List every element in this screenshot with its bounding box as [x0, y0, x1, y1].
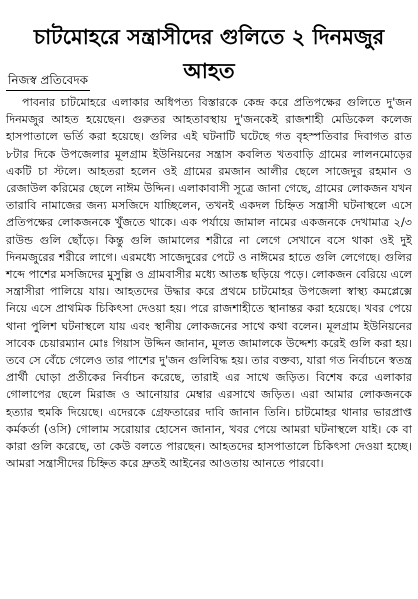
article-headline: চাটমোহরে সন্ত্রাসীদের গুলিতে ২ দিনমজুর আহত [33, 25, 385, 84]
byline-underline [6, 90, 90, 91]
article-byline: নিজস্ব প্রতিবেদক [8, 73, 89, 87]
article-body: পাবনার চাটমোহরে এলাকার অধিপত্য বিস্তারকে কেন্দ্র করে প্রতিপক্ষের গুলিতে দু'জন দিনমজুর আহত হয়েছেন। গুরুতর আহতাবস্থায় দু'জনকেই রাজশাহী মেডিকেল কলেজ হাসপাতালে ভর্তি করা হয়েছে। গুলির এই ঘটনাটি ঘটেছে গত বৃহস্পতিবার দিবাগত রাত ৮টার দিকে উপজেলার মূলগ্রাম ইউনিয়নের সন্ত্রাস কবলিত খতবাড়ি গ্রামের লালনমোড়ের একটি চা স্টলে। আহতরা হলেন ওই গ্রামের রমজান আলীর ছেলে সাজেদুর রহমান ও রেজাউল করিমের ছেলে নাঈম উদ্দিন। এলাকাবাসী সূত্রে জানা গেছে, গ্রামের লোকজন যখন তারাবি নামাজের জন্য মসজিদে যাচ্ছিলেন, তখনই একদল চিহ্নিত সন্ত্রাসী ঘটনাস্থলে এসে প্রতিপক্ষের লোকজনকে খুঁজতে থাকে। এক পর্যায়ে জামাল নামের একজনকে দেখামাত্র ২/৩ রাউন্ড গুলি ছোঁড়ে। কিন্তু গুলি জামালের শরীরে না লেগে সেখানে বসে থাকা ওই দুই দিনমজুরের শরীরে লাগে। এরমধ্যে সাজেদুরের পেটে ও নাঈমের হাতে গুলি লেগেছে। গুলির শব্দে পাশের মসজিদের মুসুল্লি ও গ্রামবাসীর মধ্যে আতঙ্ক ছড়িয়ে পড়ে। লোকজন বেরিয়ে এলে সন্ত্রাসীরা পালিয়ে যায়। আহতদের উদ্ধার করে প্রথমে চাটমোহর উপজেলা স্বাস্থ্য কমপ্লেক্সে নিয়ে এসে প্রাথমিক চিকিৎসা দেওয়া হয়। পরে রাজশাহীতে স্থানান্তর করা হয়েছে। খবর পেয়ে থানা পুলিশ ঘটনাস্থলে যায় এবং স্থানীয় লোকজনের সাথে কথা বলেন। মূলগ্রাম ইউনিয়নের সাবেক চেয়ারম্যান মোঃ গিয়াস উদ্দিন জানান, মূলত জামালকে উদ্দেশ্য করেই গুলি করা হয়। তবে সে বেঁচে গেলেও তার পাশের দু'জন গুলিবিদ্ধ হয়। তার বক্তব্য, যারা গত নির্বাচনে স্বতন্ত্র প্রার্থী ঘোড়া প্রতীকের নির্বাচন করেছে, তারাই এর সাথে জড়িত। বিশেষ করে এলাকার গোলাপের ছেলে মিরাজ ও আনোয়ার মেম্বার এরসাথে জড়িত। এরা আমার লোকজনকে হত্যার হুমকি দিয়েছে। এদেরকে গ্রেফতারের দাবি জানান তিনি। চাটমোহর থানার ভারপ্রাপ্ত কর্মকর্তা (ওসি) গোলাম সরোয়ার হোসেন জানান, খবর পেয়ে আমরা ঘটনাস্থলে যাই। কে বা কারা গুলি করেছে, তা কেউ বলতে পারছেন। আহতদের হাসপাতালে চিকিৎসা দেওয়া হচ্ছে। আমরা সন্ত্রাসীদের চিহ্নিত করে দ্রুতই আইনের আওতায় আনতে পারবো। [6, 96, 412, 471]
